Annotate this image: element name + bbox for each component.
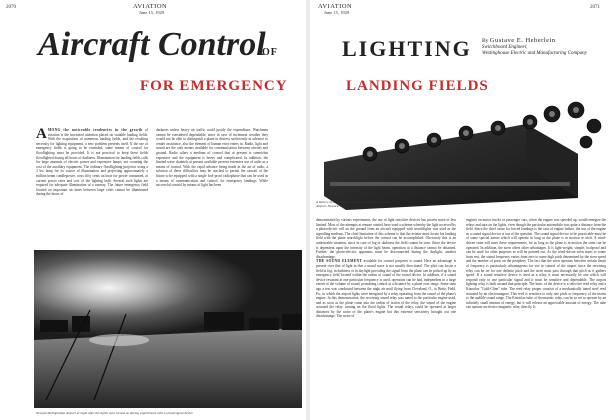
right-page-number: 2071 — [590, 5, 600, 10]
left-column-2 — [156, 128, 268, 246]
left-page — [0, 0, 306, 420]
byline-prefix: By — [482, 38, 489, 44]
title-aircraft-control: Aircraft Control — [38, 26, 266, 63]
night-airport-photo — [34, 250, 302, 408]
right-column-2 — [466, 218, 606, 414]
right-page — [310, 0, 616, 420]
left-magazine-name: AVIATION — [133, 3, 168, 10]
section-head-sound: THE SOUND ELEMENT — [316, 259, 363, 264]
author-name: Gustave E. Heberlein — [489, 37, 556, 44]
right-column-1-text: demonstrated by various experiments, the use of light sensitive devices has proven more or less limited. Most of the attempts at remote control have used a scheme whereby the light received by a photoelectric cell on the ground from an aircraft equipped with searchlights was used as the signalling medium. The chief limitation of this scheme is that the aviator must locate his landing field with the plane searchlight before the control can be accomplished. Obviously this is an undesirable situation, since in case of fog or darkness the field cannot be seen. Since the device is dependent upon the intensity of the light beam, operation at a distance cannot be obtained. Further, the photo-electric apparatus must be disconnected during the daylight, another disadvantage. — [316, 218, 456, 259]
title-lighting: LIGHTING — [342, 36, 472, 61]
right-column-2-text: engines on motor trucks or passenger cars, when the engine was speeded up, would energize the relays and turn on the lights, even though the particular automobile was quite a distance from the field. Since the chief cause for forced landings is the case of engine failure, the use of the engine as a sound signal device is out of the question. The sound signal device to be practicable must be of some special nature which will operate as long as the plane is in motion or aloft. A wind-driven siren will meet these requirements, for as long as the plane is in motion the siren can be operated. In addition, the siren offers other advantages. It is light-weight, simple, foolproof and can be used for other purposes as will be pointed out. As the wind-driven siren starts to rotate from rest, the sound frequency varies from zero to some high pitch determined by the siren speed and the number of ports on the periphery. The fact that the siren operates between certain limits of frequency is particularly advantageous for use in control of the airport since the receiving relay can be set for one definite pitch and the siren must pass through that pitch as it gathers speed. If a sound sensitive device is used as a relay, it must necessarily be one which will respond only to one particular signal and it must be sensitive and dependable. The airport lighting relay is built around that principle. The basic of the device is a selective reed relay and a Kinoolax "Gold-Cline" tube. The reed relay proper consists of a mechanically tuned steel reed actuated by an electromagnet. This reed is sensitive to only one pitch or frequency of the mains to the audible sound range. The Kinoolax tube, of thermionic relay, can be so set to operate by an infinitely small amount of energy, but it will release an appreciable amount of energy. The tube can operate an electro-magnetic relay directly. It — [466, 218, 606, 310]
right-column-1-text-2: available for control purposes is sound. Here an advantage is present over that of light in that a sound wave is not usually directional. The pilot can locate a field in fog, in darkness or in daylight providing the signal from the plane can be picked up by an emergency field located within the radius of sound of the sound device. In addition, if a sound device resonant at one particular frequency is used, operation can be had, independent to a large extent of the volume of sound, permitting control at a distance by a plane over range. Some time ago a test was conducted between the night air mail flying from Cleveland, O., to Bettis Field, Pa., in which the airport lights were energized by a relay operating from the sound of the plane's engine. In this demonstration, the receiving sound relay was tuned to the particular engine used, and as soon as the plane came into the radius of action of the relay, the sound of the engine actuated the relay, turning on the flood lights. The sound relays could be operated at larger distances by the noise of the plane's engine but this extreme sensitivity brought out one disadvantage. The noise of — [316, 259, 456, 319]
subtitle-landing-fields: LANDING FIELDS — [346, 78, 489, 94]
left-issue-date: June 15, 1929 — [139, 10, 165, 15]
left-photo-caption: Newark Metropolitan Airport at night after the lights were turned on during experiments with a sound signal device — [36, 411, 194, 415]
left-column-1-text: of aviation is the increased attention placed on suitable landing fields. With the acquisition of numerous landing fields, and the resulting necessity for lighting equipment, a new problem presents itself. If the use of emergency fields is going to be extended, some means of control for floodlighting must be provided. It is not practical to keep these fields floodlighted during all hours of darkness. Illumination for landing fields calls for large amounts of electric power and expensive lamps, not counting the cost of the auxiliary equipment. The ordinary floodlighting projector using a 3 kw lamp for its source of illumination and projecting approximately a million beam candlepower, costs fifty cents an hour for power consumed, at current power rates and cost of the lighting bulb. Several such lights are required for adequate illumination of a runway. The future emergency field located on important air lanes between large cities cannot be illuminated during the hours of — [36, 128, 148, 197]
author-title: Switchboard Engineer, — [482, 44, 528, 50]
right-photo-caption: A battery of 12 floodlights at the Newark Metropolitan Airport, Newark, N. J. — [316, 200, 391, 209]
left-page-number: 2070 — [6, 5, 16, 10]
title-of: OF — [262, 47, 278, 58]
author-company: Westinghouse Electric and Manufacturing Company — [482, 51, 587, 56]
left-column-1 — [36, 128, 148, 246]
drop-cap: A — [36, 128, 47, 142]
right-column-1 — [316, 218, 456, 414]
right-magazine-name: AVIATION — [318, 3, 353, 10]
floodlight-battery-photo — [316, 100, 606, 214]
lead-in: MONG the noticeable tendencies in the growth — [47, 128, 143, 132]
right-issue-date: June 15, 1929 — [324, 10, 350, 15]
byline — [482, 38, 614, 58]
subtitle-for-emergency: FOR EMERGENCY — [140, 78, 288, 94]
left-column-2-text: darkness unless heavy air traffic could justify the expenditure. Watchmen cannot be considered dependable, since in case of inclement weather they would not be able to distinguish a plane in distress sufficiently in advance to render assistance, also the element of human error enters in. Radio, light and sound are the only means available for communication between aircraft and ground. Radio offers a medium of control that at present is somewhat expensive and the equipment is heavy and complicated. In addition, the limited wave channels at present available prevent extensive use of radio as a means of control. With the rapid advance being made in the art of radio, a solution of these difficulties may be reached to permit the aircraft of the future to be equipped with a single fool-proof radiophone that can be used as a means of communication and control, for emergency landings. While successful control by means of light has been — [156, 128, 268, 188]
